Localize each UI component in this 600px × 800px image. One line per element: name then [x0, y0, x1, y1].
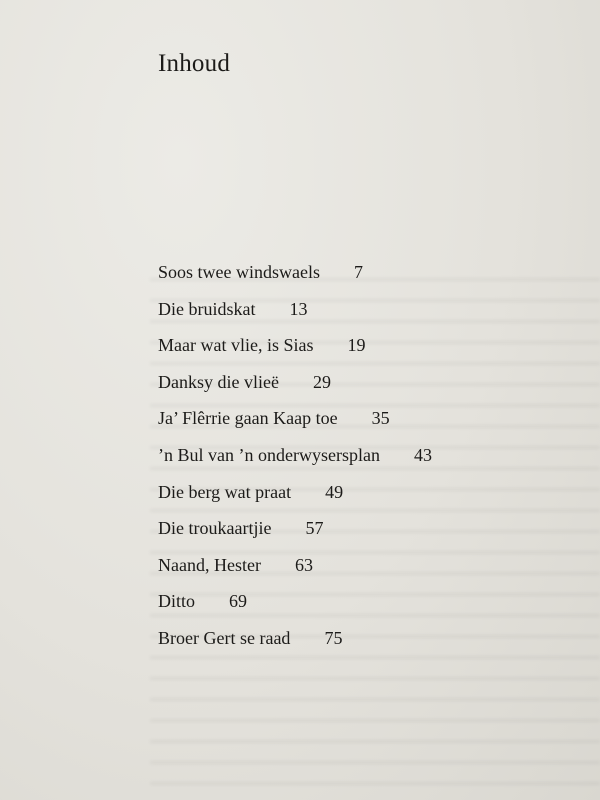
- toc-entry-title: Soos twee windswaels: [158, 262, 320, 282]
- toc-entry: [158, 445, 432, 482]
- toc-entry-page: 57: [305, 518, 324, 539]
- toc-entry-title: Ja’ Flêrrie gaan Kaap toe: [158, 408, 338, 429]
- toc-entry-page: 49: [325, 481, 344, 502]
- toc-entry: [158, 591, 432, 628]
- toc-entry: [158, 408, 432, 445]
- toc-entry-title: Naand, Hester: [158, 554, 261, 575]
- table-of-contents: [158, 262, 432, 665]
- contents-heading: Inhoud: [158, 50, 231, 77]
- toc-entry: [158, 335, 432, 372]
- toc-entry: [158, 628, 432, 665]
- toc-entry-title: Die troukaartjie: [158, 518, 272, 539]
- toc-entry: [158, 372, 432, 409]
- toc-entry-page: 35: [371, 408, 390, 429]
- toc-entry: [158, 482, 432, 519]
- toc-entry-title: Ditto: [158, 591, 196, 612]
- toc-entry-page: 43: [413, 444, 432, 465]
- toc-entry-page: 63: [294, 554, 313, 575]
- toc-entry: [158, 518, 432, 555]
- toc-entry: [158, 299, 432, 336]
- toc-entry-page: 7: [353, 262, 363, 282]
- toc-entry-page: 75: [324, 627, 343, 648]
- toc-entry-page: 19: [347, 335, 366, 356]
- toc-entry-title: ’n Bul van ’n onderwysersplan: [158, 444, 380, 465]
- toc-entry: [158, 555, 432, 592]
- toc-entry-title: Die berg wat praat: [158, 481, 292, 502]
- toc-entry: [158, 262, 432, 299]
- toc-entry-title: Danksy die vlieë: [158, 371, 279, 392]
- toc-entry-page: 69: [229, 591, 248, 612]
- toc-entry-page: 13: [289, 298, 308, 319]
- toc-entry-title: Die bruidskat: [158, 298, 256, 319]
- toc-entry-page: 29: [312, 371, 331, 392]
- toc-entry-title: Maar wat vlie, is Sias: [158, 335, 314, 356]
- toc-entry-title: Broer Gert se raad: [158, 627, 291, 648]
